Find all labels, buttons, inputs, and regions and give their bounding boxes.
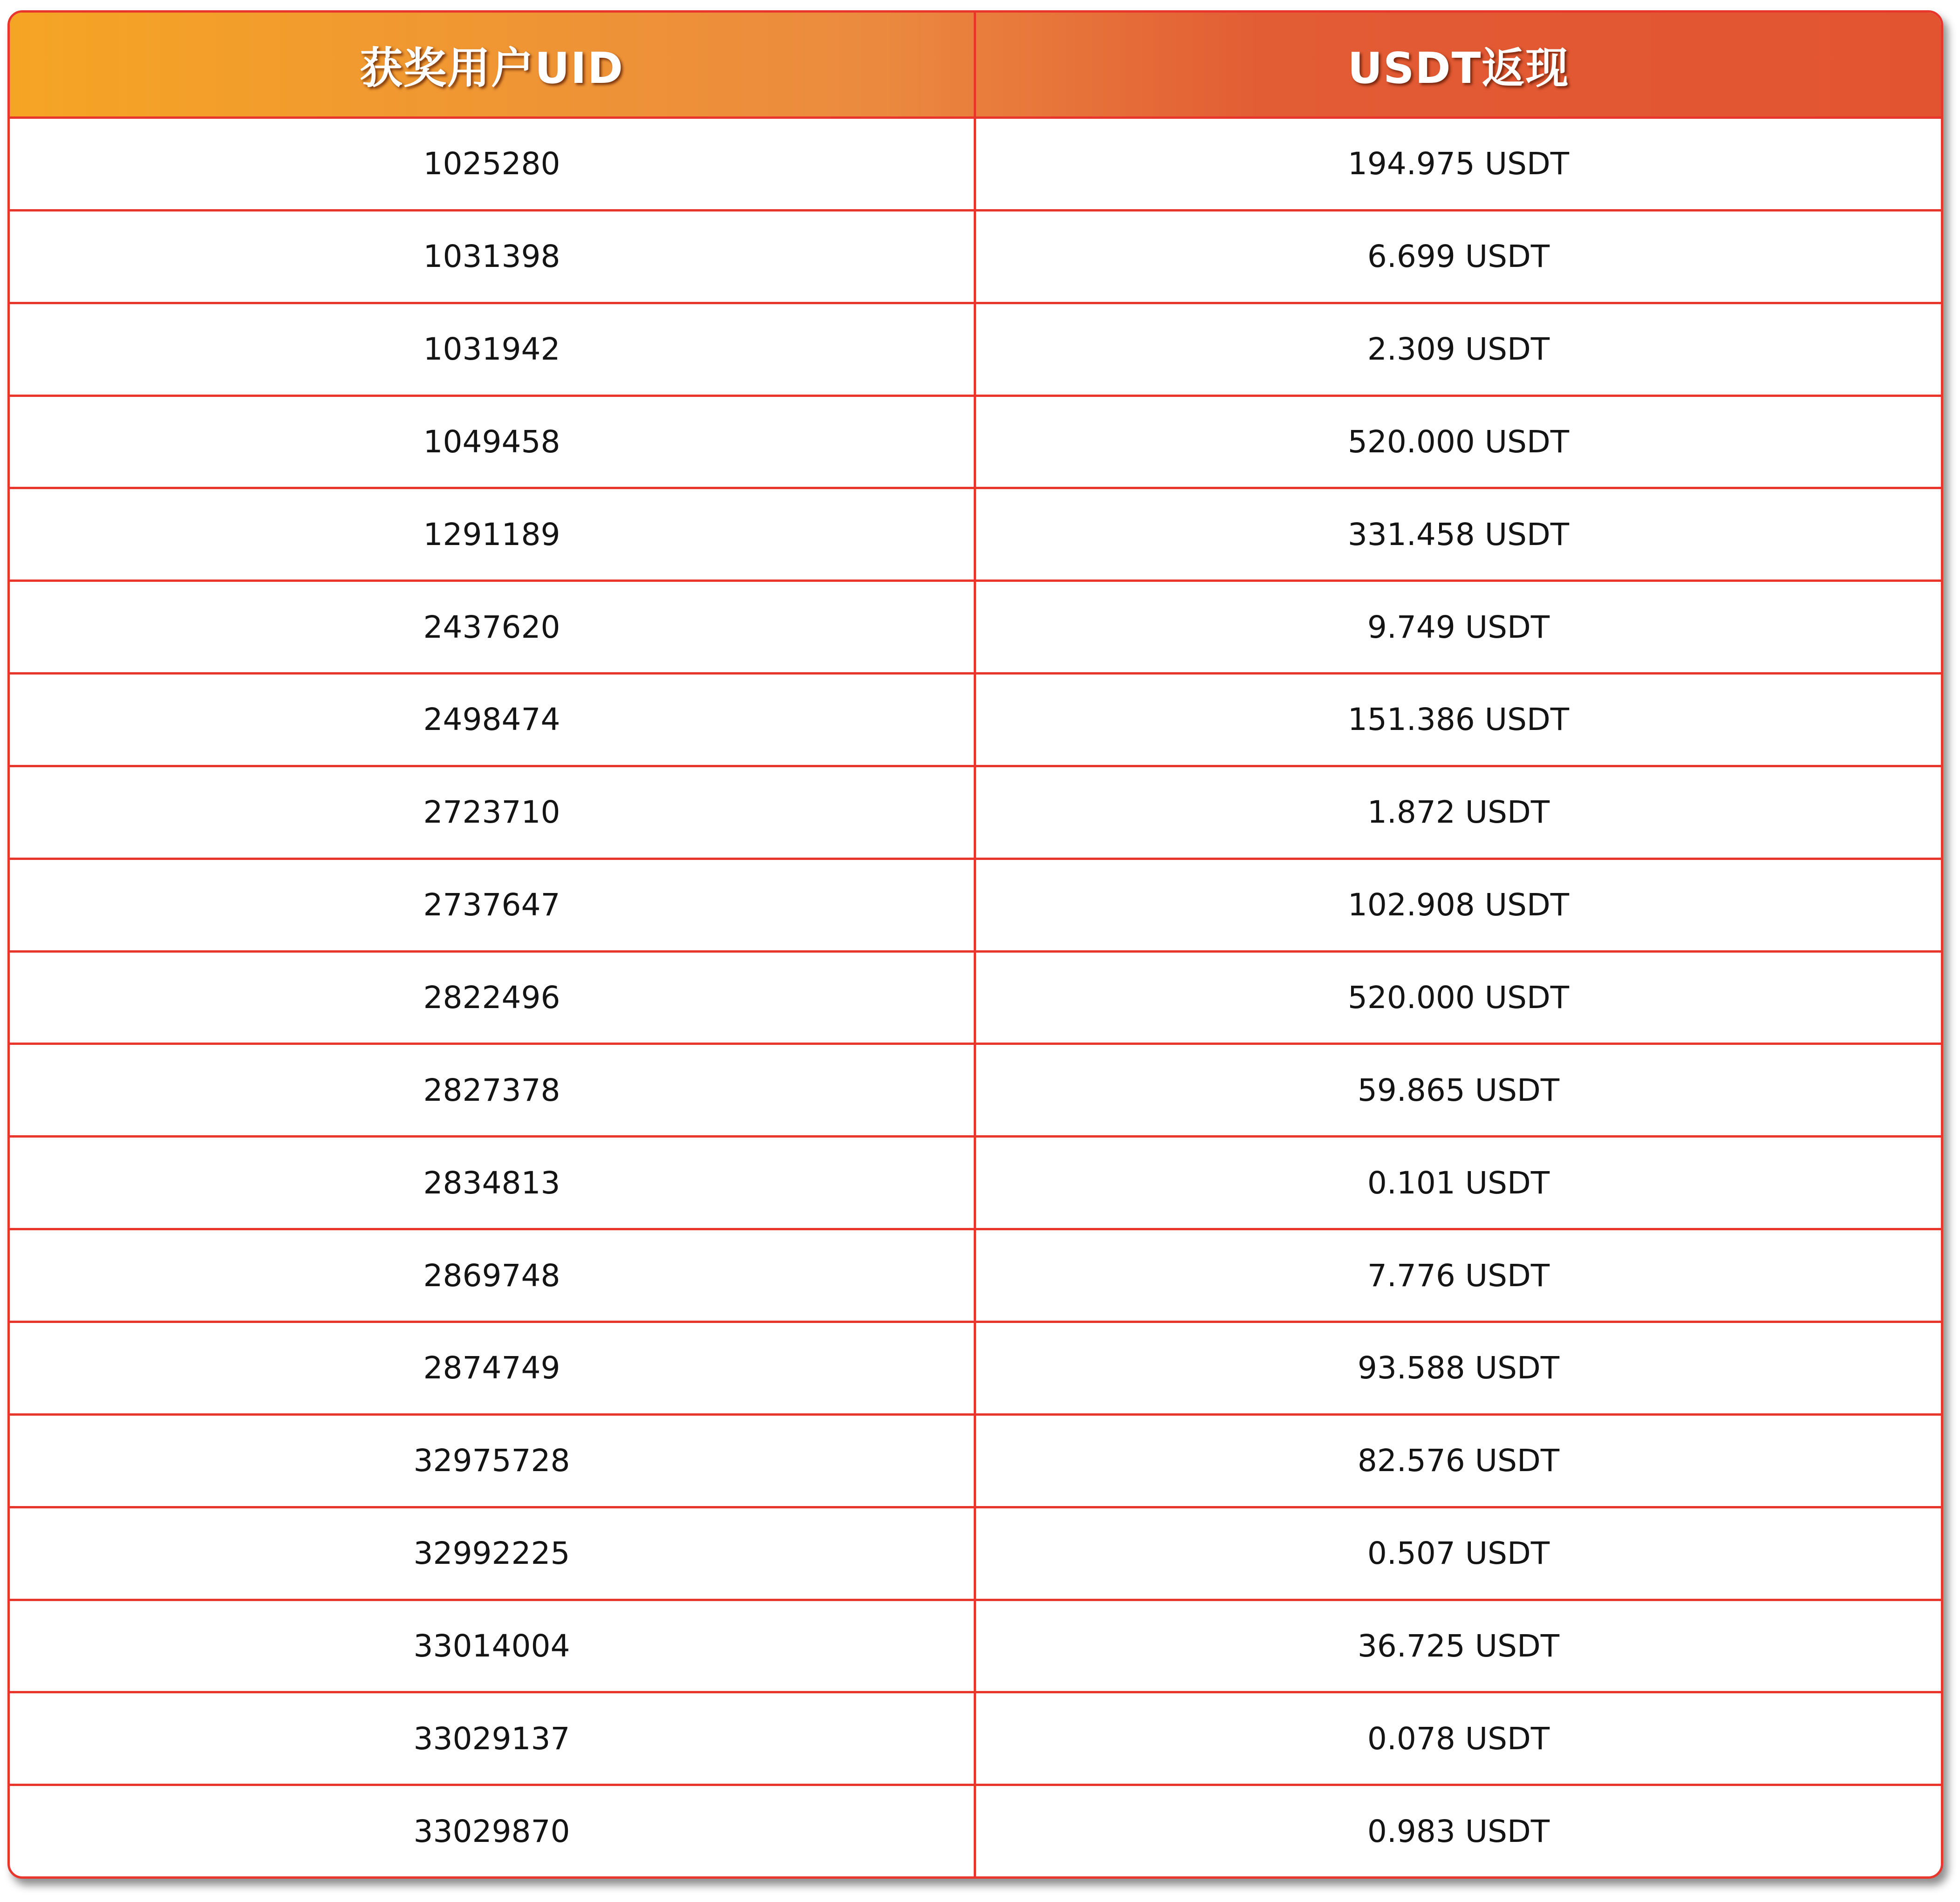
- usdt-cashback-cell: 9.749 USDT: [1367, 609, 1550, 645]
- uid-cell: 1025280: [10, 119, 976, 209]
- table-row: [10, 1138, 1941, 1230]
- usdt-cashback-cell: 331.458 USDT: [1347, 516, 1570, 552]
- table-row: [10, 767, 1941, 860]
- uid-cell: 2869748: [10, 1230, 976, 1321]
- usdt-cashback-cell: 59.865 USDT: [1357, 1072, 1560, 1108]
- table-row: [10, 1045, 1941, 1138]
- uid-cell: 1291189: [10, 489, 976, 579]
- usdt-cashback-cell: 194.975 USDT: [1347, 146, 1570, 182]
- table-row: [10, 1416, 1941, 1508]
- uid-cell: 1031942: [10, 304, 976, 395]
- usdt-cashback-cell: 0.507 USDT: [1367, 1535, 1550, 1572]
- uid-cell: 2827378: [10, 1045, 976, 1135]
- uid-cell: 2723710: [10, 767, 976, 858]
- usdt-cashback-cell: 2.309 USDT: [1367, 331, 1550, 368]
- uid-cell: 2874749: [10, 1323, 976, 1413]
- uid-cell: 2737647: [10, 860, 976, 950]
- uid-cell: 1049458: [10, 397, 976, 487]
- header-usdt-cashback: USDT返现: [1347, 43, 1570, 93]
- usdt-cashback-cell: 82.576 USDT: [1357, 1443, 1560, 1479]
- table-row: [10, 953, 1941, 1045]
- uid-cell: 32992225: [10, 1508, 976, 1599]
- header-uid: 获奖用户UID: [10, 13, 976, 116]
- table-row: [10, 1508, 1941, 1601]
- uid-cell: 2834813: [10, 1138, 976, 1228]
- usdt-cashback-cell: 102.908 USDT: [1347, 887, 1570, 923]
- uid-cell: 2437620: [10, 582, 976, 672]
- table-body: [10, 119, 1941, 1876]
- usdt-cashback-cell: 93.588 USDT: [1357, 1350, 1560, 1386]
- usdt-cashback-cell: 0.983 USDT: [1367, 1813, 1550, 1849]
- table-row: [10, 304, 1941, 397]
- usdt-cashback-cell: 520.000 USDT: [1347, 980, 1570, 1016]
- table-row: [10, 211, 1941, 304]
- usdt-cashback-cell: 0.078 USDT: [1367, 1720, 1550, 1757]
- usdt-cashback-cell: 0.101 USDT: [1367, 1165, 1550, 1201]
- uid-cell: 33014004: [10, 1601, 976, 1691]
- usdt-cashback-cell: 1.872 USDT: [1367, 794, 1550, 831]
- table-row: [10, 860, 1941, 953]
- usdt-cashback-cell: 7.776 USDT: [1367, 1257, 1550, 1294]
- uid-cell: 1031398: [10, 211, 976, 302]
- usdt-cashback-cell: 36.725 USDT: [1357, 1628, 1560, 1664]
- table-row: [10, 1230, 1941, 1323]
- table-row: [10, 1786, 1941, 1876]
- table-header-row: [10, 13, 1941, 119]
- table-row: [10, 675, 1941, 767]
- table-row: [10, 582, 1941, 675]
- winners-table: [7, 10, 1943, 1879]
- table-row: [10, 1601, 1941, 1694]
- table-row: [10, 1323, 1941, 1416]
- usdt-cashback-cell: 6.699 USDT: [1367, 239, 1550, 275]
- table-row: [10, 397, 1941, 490]
- usdt-cashback-cell: 520.000 USDT: [1347, 423, 1570, 460]
- table-row: [10, 1693, 1941, 1786]
- uid-cell: 32975728: [10, 1416, 976, 1506]
- uid-cell: 33029137: [10, 1693, 976, 1784]
- usdt-cashback-cell: 151.386 USDT: [1347, 702, 1570, 738]
- table-row: [10, 489, 1941, 582]
- uid-cell: 2822496: [10, 953, 976, 1043]
- uid-cell: 33029870: [10, 1786, 976, 1876]
- uid-cell: 2498474: [10, 675, 976, 765]
- table-row: [10, 119, 1941, 211]
